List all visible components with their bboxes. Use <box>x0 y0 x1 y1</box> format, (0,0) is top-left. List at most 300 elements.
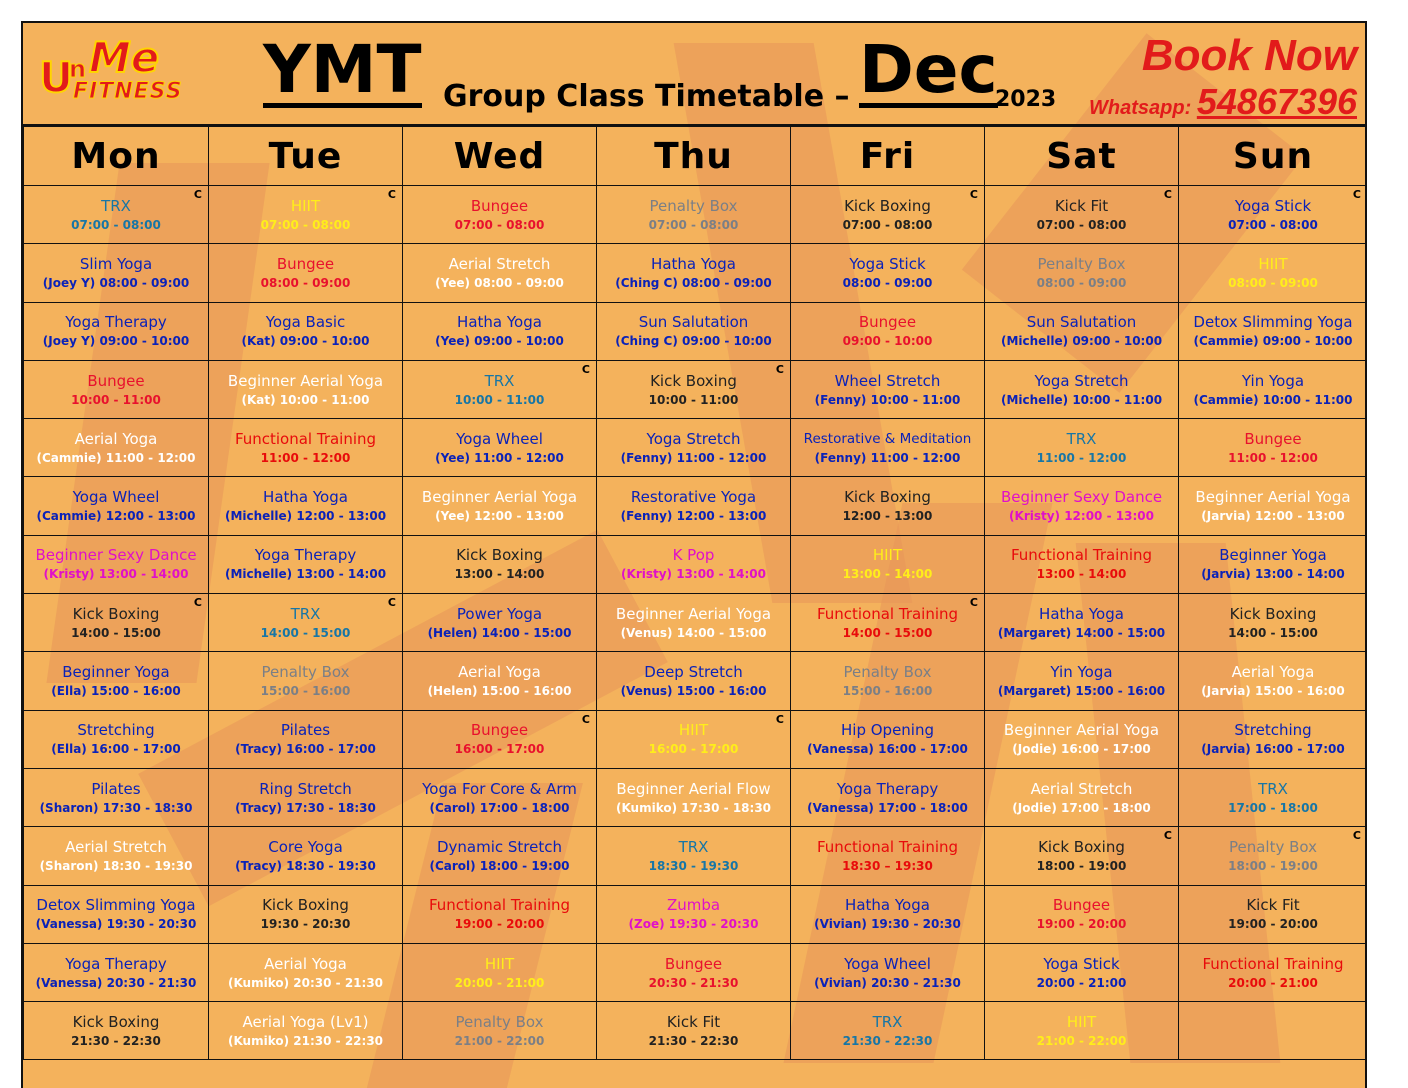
class-cell[interactable] <box>791 710 985 768</box>
class-cell[interactable] <box>403 943 597 1001</box>
class-name: Penalty Box <box>1228 837 1317 856</box>
class-cell[interactable] <box>791 360 985 418</box>
time-slot-row <box>24 652 1368 710</box>
class-cell[interactable] <box>985 885 1179 943</box>
class-time: 13:00 - 14:00 <box>842 567 933 582</box>
class-cell[interactable] <box>24 594 209 652</box>
class-name: Hip Opening <box>841 721 934 740</box>
class-name: Aerial Yoga (Lv1) <box>242 1012 369 1031</box>
class-cell[interactable] <box>209 768 403 826</box>
class-cell[interactable] <box>791 244 985 302</box>
class-cell[interactable] <box>209 477 403 535</box>
class-cell[interactable] <box>985 360 1179 418</box>
class-time: (Sharon) 18:30 - 19:30 <box>39 858 193 873</box>
class-time: 21:30 - 22:30 <box>842 1033 933 1048</box>
class-name: Kick Boxing <box>650 371 737 390</box>
class-cell[interactable] <box>1179 885 1368 943</box>
class-name: HIIT <box>484 954 515 973</box>
class-time: 13:00 - 14:00 <box>1036 567 1127 582</box>
class-cell[interactable] <box>791 652 985 710</box>
class-name: Beginner Aerial Flow <box>616 779 771 798</box>
time-slot-row <box>24 885 1368 943</box>
class-time: (Helen) 15:00 - 16:00 <box>427 684 572 699</box>
class-cell[interactable] <box>209 186 403 244</box>
class-cell[interactable] <box>403 885 597 943</box>
class-cell[interactable] <box>985 710 1179 768</box>
timetable-subtitle: Group Class Timetable – <box>443 79 850 114</box>
class-time: 18:00 - 19:00 <box>1036 858 1127 873</box>
class-cell[interactable] <box>24 360 209 418</box>
class-cell[interactable] <box>1179 186 1368 244</box>
class-name: Power Yoga <box>456 604 543 623</box>
class-c-marker: C <box>775 362 784 376</box>
class-name: Core Yoga <box>268 837 343 856</box>
class-time: (Ching C) 08:00 - 09:00 <box>615 275 772 290</box>
book-now-label: Book Now <box>1141 31 1357 80</box>
class-time: 14:00 - 15:00 <box>842 625 933 640</box>
class-cell[interactable] <box>24 477 209 535</box>
class-cell[interactable] <box>24 419 209 477</box>
class-c-marker: C <box>969 188 978 201</box>
class-cell[interactable] <box>209 943 403 1001</box>
class-name: HIIT <box>1258 254 1288 273</box>
class-time: 15:00 - 16:00 <box>842 684 933 699</box>
day-header-wed: Wed <box>403 127 597 186</box>
class-cell[interactable] <box>985 768 1179 826</box>
class-name: TRX <box>101 196 131 215</box>
class-timetable <box>23 126 1367 1060</box>
class-time: (Fenny) 12:00 - 13:00 <box>620 509 767 524</box>
class-time: 14:00 - 15:00 <box>260 625 351 640</box>
class-cell[interactable] <box>791 1002 985 1060</box>
class-cell[interactable] <box>1179 302 1368 360</box>
class-cell[interactable] <box>24 186 209 244</box>
class-cell[interactable] <box>791 186 985 244</box>
class-time: (Michelle) 09:00 - 10:00 <box>1000 334 1163 349</box>
class-time: (Kristy) 13:00 - 14:00 <box>621 567 766 582</box>
class-time: (Joey Y) 08:00 - 09:00 <box>42 275 190 290</box>
class-name: Beginner Yoga <box>1219 546 1327 565</box>
class-cell[interactable] <box>403 594 597 652</box>
class-cell[interactable] <box>985 827 1179 885</box>
class-time: (Yee) 11:00 - 12:00 <box>435 450 564 465</box>
class-name: Yoga Therapy <box>836 779 939 798</box>
class-time: (Margaret) 15:00 - 16:00 <box>997 684 1166 699</box>
class-time: (Margaret) 14:00 - 15:00 <box>997 625 1166 640</box>
class-cell[interactable] <box>597 885 791 943</box>
class-name: Bungee <box>858 313 917 332</box>
class-c-marker: C <box>1163 188 1172 201</box>
class-cell[interactable] <box>403 710 597 768</box>
class-name: Yoga Stretch <box>1034 371 1129 390</box>
class-time: (Jarvia) 15:00 - 16:00 <box>1201 684 1345 699</box>
class-cell[interactable] <box>597 827 791 885</box>
class-time: (Fenny) 10:00 - 11:00 <box>814 392 961 407</box>
class-time: 10:00 - 11:00 <box>71 392 161 407</box>
class-cell[interactable] <box>1179 768 1368 826</box>
class-name: Dynamic Stretch <box>436 837 563 856</box>
class-name: Beginner Aerial Yoga <box>1195 488 1351 507</box>
class-cell[interactable] <box>24 302 209 360</box>
class-name: Zumba <box>666 896 721 915</box>
day-header-fri: Fri <box>791 127 985 186</box>
class-name: Kick Boxing <box>72 1012 160 1031</box>
class-time: 07:00 - 08:00 <box>648 217 739 232</box>
class-name: Kick Boxing <box>1038 837 1125 856</box>
class-name: Sun Salutation <box>1026 313 1137 332</box>
class-time: (Tracy) 17:30 - 18:30 <box>235 800 376 815</box>
class-time: (Jarvia) 16:00 - 17:00 <box>1201 742 1345 757</box>
class-cell[interactable] <box>985 652 1179 710</box>
class-name: Pilates <box>91 779 141 798</box>
class-cell[interactable] <box>985 943 1179 1001</box>
class-cell[interactable] <box>24 768 209 826</box>
time-slot-row <box>24 1002 1368 1060</box>
class-time: 11:00 - 12:00 <box>1228 450 1318 465</box>
class-cell[interactable] <box>791 302 985 360</box>
class-time: 21:00 - 22:00 <box>454 1033 545 1048</box>
class-time: (Yee) 09:00 - 10:00 <box>435 334 564 349</box>
class-name: Yoga Wheel <box>72 488 160 507</box>
class-time: 19:00 - 20:00 <box>454 917 545 932</box>
class-time: (Kat) 10:00 - 11:00 <box>241 392 370 407</box>
class-name: Kick Boxing <box>456 546 543 565</box>
class-time: (Kristy) 12:00 - 13:00 <box>1009 509 1154 524</box>
class-cell[interactable] <box>1179 827 1368 885</box>
logo-u-text: U <box>39 53 74 102</box>
class-name: Yoga Stretch <box>646 429 741 448</box>
class-cell[interactable] <box>24 710 209 768</box>
class-c-marker: C <box>775 712 784 726</box>
class-cell[interactable] <box>24 244 209 302</box>
class-cell[interactable] <box>791 827 985 885</box>
class-name: Stretching <box>1234 721 1312 740</box>
class-name: TRX <box>484 371 515 390</box>
time-slot-row <box>24 477 1368 535</box>
class-cell[interactable] <box>597 186 791 244</box>
class-cell[interactable] <box>597 594 791 652</box>
class-cell[interactable] <box>597 943 791 1001</box>
class-cell[interactable] <box>791 943 985 1001</box>
class-time: 08:00 - 09:00 <box>842 275 933 290</box>
time-slot-row <box>24 943 1368 1001</box>
class-cell[interactable] <box>403 535 597 593</box>
location-title: YMT <box>263 31 422 108</box>
class-cell[interactable] <box>1179 535 1368 593</box>
class-cell[interactable] <box>597 302 791 360</box>
class-name: Deep Stretch <box>644 663 743 682</box>
class-cell[interactable] <box>209 652 403 710</box>
class-cell[interactable] <box>403 419 597 477</box>
class-cell[interactable] <box>403 652 597 710</box>
class-time: 18:30 – 19:30 <box>842 858 933 873</box>
day-header-tue: Tue <box>209 127 403 186</box>
class-cell[interactable] <box>791 477 985 535</box>
time-slot-row <box>24 302 1368 360</box>
class-cell[interactable] <box>209 360 403 418</box>
time-slot-row <box>24 360 1368 418</box>
logo-fitness-text: FITNESS <box>73 79 183 104</box>
class-cell[interactable] <box>209 885 403 943</box>
class-cell[interactable] <box>791 535 985 593</box>
class-name: Functional Training <box>816 837 959 856</box>
class-time: (Venus) 15:00 - 16:00 <box>620 684 767 699</box>
class-cell[interactable] <box>209 535 403 593</box>
class-name: Beginner Aerial Yoga <box>227 371 384 390</box>
class-cell[interactable] <box>791 885 985 943</box>
class-cell[interactable] <box>1179 360 1368 418</box>
class-cell[interactable] <box>209 302 403 360</box>
class-time: (Vivian) 20:30 - 21:30 <box>814 975 961 990</box>
class-name: Bungee <box>1244 429 1302 448</box>
class-cell[interactable] <box>24 1002 209 1060</box>
class-time: 18:30 - 19:30 <box>648 858 739 873</box>
class-cell[interactable] <box>597 360 791 418</box>
class-time: 18:00 - 19:00 <box>1228 858 1318 873</box>
class-cell[interactable] <box>209 594 403 652</box>
class-cell[interactable] <box>985 1002 1179 1060</box>
class-time: (Tracy) 16:00 - 17:00 <box>235 742 376 757</box>
class-cell[interactable] <box>24 827 209 885</box>
class-time: (Vivian) 19:30 - 20:30 <box>814 917 961 932</box>
class-time: (Joey Y) 09:00 - 10:00 <box>42 334 190 349</box>
class-cell[interactable] <box>209 710 403 768</box>
class-time: 07:00 - 08:00 <box>1228 217 1318 232</box>
class-cell[interactable] <box>597 652 791 710</box>
logo-n-text: n <box>69 55 87 83</box>
class-name: Aerial Yoga <box>1231 663 1315 682</box>
class-time: (Fenny) 11:00 - 12:00 <box>620 450 767 465</box>
class-time: 14:00 - 15:00 <box>1228 625 1318 640</box>
class-cell[interactable] <box>1179 419 1368 477</box>
class-c-marker: C <box>969 596 978 610</box>
class-time: (Ella) 15:00 - 16:00 <box>51 684 181 699</box>
class-time: 10:00 - 11:00 <box>648 392 739 407</box>
class-name: Bungee <box>87 371 145 390</box>
class-time: 19:00 - 20:00 <box>1036 917 1127 932</box>
class-cell[interactable] <box>403 244 597 302</box>
class-name: Yin Yoga <box>1050 663 1113 682</box>
class-time: (Cammie) 09:00 - 10:00 <box>1193 334 1353 349</box>
class-name: TRX <box>290 604 321 623</box>
class-name: Yoga Therapy <box>65 313 167 332</box>
class-time: (Venus) 14:00 - 15:00 <box>620 625 767 640</box>
class-cell[interactable] <box>24 535 209 593</box>
class-time: (Zoe) 19:30 - 20:30 <box>628 917 759 932</box>
class-name: TRX <box>1258 779 1288 798</box>
class-c-marker: C <box>1352 188 1361 201</box>
class-time: 07:00 - 08:00 <box>1036 217 1127 232</box>
class-time: (Sharon) 17:30 - 18:30 <box>39 800 193 815</box>
class-cell[interactable] <box>24 652 209 710</box>
class-cell[interactable] <box>985 302 1179 360</box>
class-name: Bungee <box>470 721 529 740</box>
class-cell[interactable] <box>403 186 597 244</box>
class-name: Penalty Box <box>261 663 350 682</box>
class-name: Aerial Stretch <box>65 837 167 856</box>
class-name: Functional Training <box>234 429 377 448</box>
class-cell[interactable] <box>791 419 985 477</box>
class-time: 10:00 - 11:00 <box>454 392 545 407</box>
class-name: Bungee <box>1052 896 1111 915</box>
class-cell[interactable] <box>403 768 597 826</box>
class-name: Beginner Yoga <box>62 663 170 682</box>
class-name: Aerial Stretch <box>1030 779 1133 798</box>
class-name: Restorative Yoga <box>630 488 757 507</box>
class-cell[interactable] <box>1179 943 1368 1001</box>
class-cell[interactable] <box>985 244 1179 302</box>
class-time: 19:30 - 20:30 <box>260 917 351 932</box>
class-name: K Pop <box>672 546 715 565</box>
class-cell[interactable] <box>985 477 1179 535</box>
class-c-marker: C <box>387 596 396 610</box>
class-name: HIIT <box>872 546 903 565</box>
class-name: Kick Boxing <box>844 488 931 507</box>
class-cell[interactable] <box>209 244 403 302</box>
day-header-thu: Thu <box>597 127 791 186</box>
class-time: (Vanessa) 16:00 - 17:00 <box>807 742 968 757</box>
class-cell[interactable] <box>791 594 985 652</box>
class-time: 20:00 - 21:00 <box>1228 975 1318 990</box>
class-name: TRX <box>872 1012 903 1031</box>
class-cell[interactable] <box>597 244 791 302</box>
class-cell[interactable] <box>403 827 597 885</box>
class-cell[interactable] <box>1179 477 1368 535</box>
class-name: Aerial Yoga <box>264 954 347 973</box>
class-time: (Kumiko) 17:30 - 18:30 <box>615 800 772 815</box>
class-time: 20:00 - 21:00 <box>1036 975 1127 990</box>
class-time: 19:00 - 20:00 <box>1228 917 1318 932</box>
class-time: 15:00 - 16:00 <box>260 684 351 699</box>
class-name: Penalty Box <box>649 196 738 215</box>
timetable-sheet <box>21 21 1367 1088</box>
class-time: (Ching C) 09:00 - 10:00 <box>615 334 772 349</box>
day-header-mon: Mon <box>24 127 209 186</box>
class-name: Bungee <box>664 954 723 973</box>
class-time: (Cammie) 10:00 - 11:00 <box>1193 392 1353 407</box>
class-cell[interactable] <box>24 943 209 1001</box>
whatsapp-number[interactable]: 54867396 <box>1196 81 1357 122</box>
class-cell[interactable] <box>209 1002 403 1060</box>
class-name: Penalty Box <box>1037 254 1126 273</box>
class-cell[interactable] <box>1179 710 1368 768</box>
class-time: (Cammie) 12:00 - 13:00 <box>36 509 196 524</box>
class-name: Yin Yoga <box>1241 371 1305 390</box>
class-name: Beginner Sexy Dance <box>35 546 197 565</box>
class-time: 07:00 - 08:00 <box>842 217 933 232</box>
class-time: 12:00 - 13:00 <box>842 509 933 524</box>
day-header-row <box>24 127 1368 186</box>
class-cell[interactable] <box>209 827 403 885</box>
class-cell[interactable] <box>1179 594 1368 652</box>
time-slot-row <box>24 594 1368 652</box>
class-c-marker: C <box>581 712 590 726</box>
class-time: (Vanessa) 19:30 - 20:30 <box>35 917 197 932</box>
class-cell[interactable] <box>985 594 1179 652</box>
class-name: Restorative & Meditation <box>803 430 972 447</box>
class-c-marker: C <box>193 188 202 201</box>
class-time: (Jodie) 17:00 - 18:00 <box>1012 800 1151 815</box>
class-name: Beginner Aerial Yoga <box>1003 721 1160 740</box>
class-time: (Jarvia) 12:00 - 13:00 <box>1201 509 1345 524</box>
class-time: (Kumiko) 20:30 - 21:30 <box>227 975 384 990</box>
class-name: HIIT <box>290 196 321 215</box>
class-name: Kick Boxing <box>1229 604 1317 623</box>
brand-logo <box>39 33 239 103</box>
class-name: Wheel Stretch <box>834 371 941 390</box>
logo-me-text: Me <box>89 33 160 82</box>
class-c-marker: C <box>581 362 590 376</box>
class-name: TRX <box>1066 429 1097 448</box>
class-time: (Vanessa) 20:30 - 21:30 <box>35 975 197 990</box>
class-time: (Yee) 12:00 - 13:00 <box>435 509 564 524</box>
class-time: 16:00 - 17:00 <box>648 742 739 757</box>
class-name: Kick Fit <box>1054 196 1109 215</box>
class-cell[interactable] <box>1179 244 1368 302</box>
class-time: 09:00 - 10:00 <box>842 334 933 349</box>
class-cell[interactable] <box>403 360 597 418</box>
class-name: Aerial Yoga <box>458 663 541 682</box>
class-cell[interactable] <box>403 477 597 535</box>
class-time: 21:30 - 22:30 <box>71 1033 161 1048</box>
class-time: (Yee) 08:00 - 09:00 <box>435 275 564 290</box>
class-name: Hatha Yoga <box>845 896 930 915</box>
class-cell[interactable] <box>597 419 791 477</box>
class-cell[interactable] <box>403 302 597 360</box>
class-time: 07:00 - 08:00 <box>71 217 161 232</box>
class-name: Kick Boxing <box>262 896 349 915</box>
class-name: Aerial Yoga <box>74 429 158 448</box>
class-cell[interactable] <box>1179 652 1368 710</box>
class-cell[interactable] <box>403 1002 597 1060</box>
class-cell[interactable] <box>985 535 1179 593</box>
class-name: Functional Training <box>428 896 571 915</box>
class-time: 14:00 - 15:00 <box>71 625 161 640</box>
class-cell[interactable] <box>597 1002 791 1060</box>
class-name: Beginner Aerial Yoga <box>615 604 772 623</box>
year-label: 2023 <box>995 87 1057 112</box>
class-time: (Michelle) 10:00 - 11:00 <box>1000 392 1163 407</box>
class-time: 21:00 - 22:00 <box>1036 1033 1127 1048</box>
class-name: Yoga Stick <box>1234 196 1312 215</box>
class-cell[interactable] <box>985 419 1179 477</box>
class-time: 11:00 - 12:00 <box>260 450 351 465</box>
class-cell[interactable] <box>597 768 791 826</box>
class-name: Ring Stretch <box>259 779 352 798</box>
class-name: Kick Boxing <box>844 196 931 215</box>
class-name: Penalty Box <box>843 663 932 682</box>
class-name: Yoga Wheel <box>844 954 931 973</box>
class-time: (Michelle) 12:00 - 13:00 <box>224 509 387 524</box>
class-cell[interactable] <box>209 419 403 477</box>
class-name: Penalty Box <box>455 1012 544 1031</box>
class-time: (Kat) 09:00 - 10:00 <box>241 334 370 349</box>
class-name: Yoga Stick <box>849 254 926 273</box>
time-slot-row <box>24 186 1368 244</box>
class-c-marker: C <box>193 596 202 610</box>
class-cell[interactable] <box>597 477 791 535</box>
class-time: (Kumiko) 21:30 - 22:30 <box>227 1033 384 1048</box>
class-cell[interactable] <box>985 186 1179 244</box>
class-cell[interactable] <box>791 768 985 826</box>
class-cell[interactable] <box>597 535 791 593</box>
time-slot-row <box>24 535 1368 593</box>
class-cell[interactable] <box>597 710 791 768</box>
class-name: TRX <box>678 837 709 856</box>
class-cell[interactable] <box>24 885 209 943</box>
class-name: Sun Salutation <box>638 313 749 332</box>
timetable-header <box>23 23 1367 126</box>
